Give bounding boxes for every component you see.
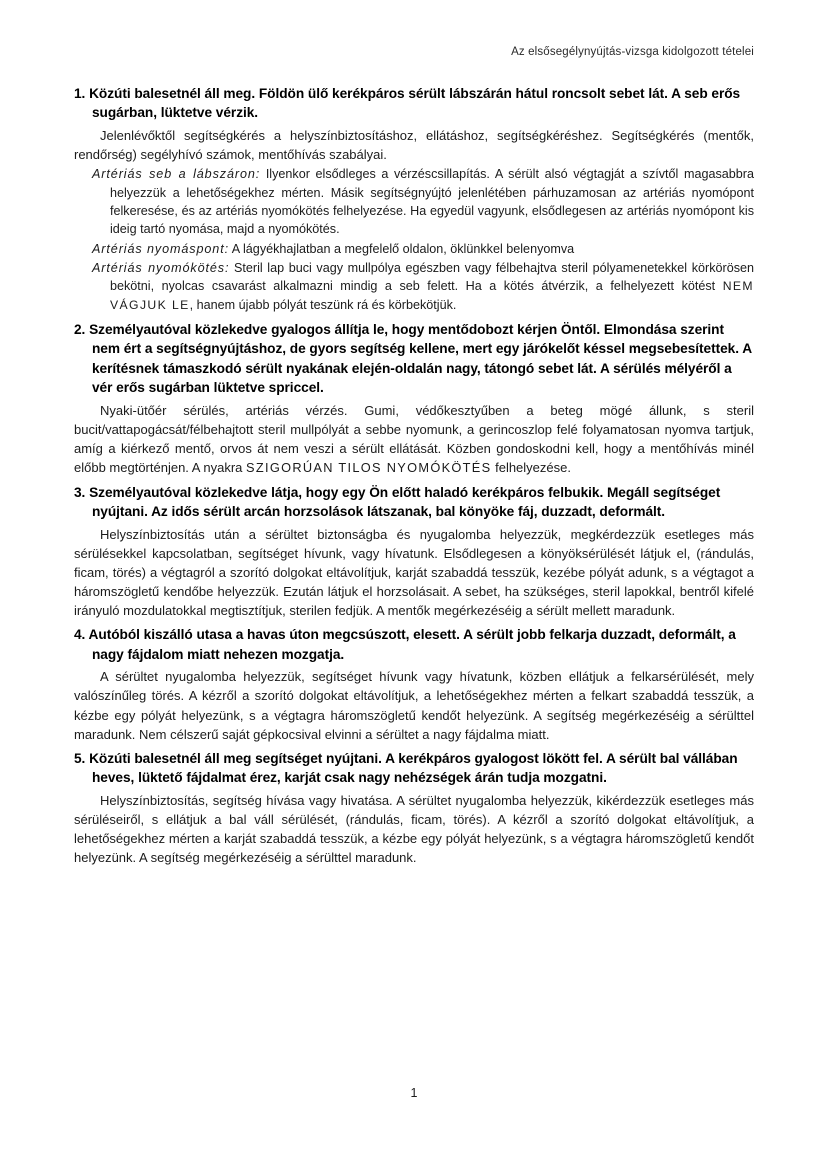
exam-item-4 — [74, 625, 754, 743]
exam-item-3 — [74, 483, 754, 620]
item-1-sub-3 — [74, 259, 754, 315]
emphasis-szigoruan-tilos-nyomokotes: SZIGORÚAN TILOS NYOMÓKÖTÉS — [246, 460, 492, 476]
page-header: Az elsősegélynyújtás-vizsga kidolgozott tételei — [511, 46, 754, 58]
emphasis-nem-vagjuk-le: NEM VÁGJUK LE — [110, 279, 754, 313]
item-1-title: 1. Közúti balesetnél áll meg. Földön ülő kerékpáros sérült lábszárán hátul roncsolt sebet lát. A seb erős sugárban, lüktetve vérzik. — [74, 86, 741, 121]
item-1-paragraph: Jelenlévőktől segítségkérés a helyszínbiztosításhoz, ellátáshoz, segítségkéréshez. Segítségkérés (mentők, rendőrség) segélyhívó számok, mentőhívás szabályai. — [74, 127, 754, 163]
term-label-arterias-nyomaspont: Artériás nyomáspont: — [92, 241, 229, 256]
item-2-paragraph-text: Nyaki-ütőér sérülés, artériás vérzés. Gumi, védőkesztyűben a beteg mögé állunk, s steril bucit/vattapogácsát/félbehajtott steril mullpólyát a sebbe nyomunk, a gerincoszlop felé folyamatosan nyomva tartjuk, amíg a kiérkező mentő, orvos át nem veszi a sérült ellátását. Közben gondoskodni kell, hogy a mentőhívás minél előbb megtörténjen. A nyakra — [74, 402, 754, 476]
document-body — [74, 84, 754, 869]
exam-item-2 — [74, 320, 754, 478]
item-3-paragraph: Helyszínbiztosítás után a sérültet biztonságba és nyugalomba helyezzük, megkérdezzük esetleges más sérülésekkel kapcsolatban, segítséget hívunk, vagy hívatunk. Elsődlegesen a könyöksérülését látjuk el, (rándulás, ficam, törés) a végtagról a szorító dolgokat eltávolítjuk, karját szabaddá tesszük, kezébe pólyát adunk, s a végtagot a háromszögletű kendőbe helyezzük. Ezután látjuk el horzsolásait. A sebet, ha szükséges, steril lapokkal, bentről kifelé irányuló mozdulatokkal megtisztítjuk, sterilen fedjük. A mentők megérkezéséig a sérült mellett maradunk. — [74, 526, 754, 619]
item-5-paragraph: Helyszínbiztosítás, segítség hívása vagy hivatása. A sérültet nyugalomba helyezzük, kikérdezzük esetleges más sérüléseiről, s ellátjuk a bal váll sérülését, (rándulás, ficam, törés). A kézről a szorító dolgokat eltávolítjuk, a lehetőségekhez mérten a karját szabaddá tesszük, a kézbe egy pólyát helyezünk, s a végtagra háromszögletű kendőt helyezünk. A segítség megérkezéséig a sérülttel maradunk. — [74, 792, 754, 865]
page-number: 1 — [410, 1086, 418, 1100]
term-text-arterias-seb: Ilyenkor elsődleges a vérzéscsillapítás. A sérült alsó végtagját a szívtől magasabbra helyezzük a lehetőségekhez mérten. Másik segítségnyújtó jelenlétében párhuzamosan az artériás nyomópont felkeresése, és az artériás nyomókötés felhelyezése. Ha egyedül vagyunk, elsődlegesen az artériás nyomópont kis ideig tartó nyomása, majd a nyomókötés. — [110, 167, 754, 237]
item-2-paragraph-text-after: felhelyezése. — [491, 460, 571, 476]
item-1-sub-1 — [74, 165, 754, 239]
term-text-arterias-nyomokotes: Steril lap buci vagy mullpólya egészben vagy félbehajtva steril pólyamenetekkel körkörösen bekötni, nyolcas csavarást alkalmazni mindig a seb felett. Ha a kötés átvérzik, a felhelyezett kötést — [110, 261, 755, 294]
item-2-title: 2. Személyautóval közlekedve gyalogos állítja le, hogy mentődobozt kérjen Öntől. Elmondása szerint nem ért a segítségnyújtáshoz, de gyors segítség kellene, mert egy járókelőt késsel megsebesítettek. A kerítésnek támaszkodó sérült nyakának elején-oldalán nagy, tátongó sebet lát. A sérülés mélyéről a vér erős sugárban lüktetve spriccel. — [74, 322, 752, 396]
item-4-paragraph: A sérültet nyugalomba helyezzük, segítséget hívunk vagy hívatunk, közben ellátjuk a felkarsérülését, mely valószínűleg törés. A kézről a szorító dolgokat eltávolítjuk, a lehetőségekhez mérten a felkart szabaddá tesszük, a kézbe egy pólyát helyezünk, s a végtagra háromszögletű kendőt helyezünk. A segítség megérkezéséig a sérülttel maradunk. Nem célszerű saját gépkocsival elvinni a sérültet a nagy fájdalma miatt. — [74, 669, 754, 742]
item-2-paragraph — [74, 401, 754, 478]
exam-item-1 — [74, 84, 754, 315]
item-5-title: 5. Közúti balesetnél áll meg segítséget nyújtani. A kerékpáros gyalogost lökött fel. A sérült bal vállában heves, lüktető fájdalmat érez, karját csak nagy nehézségek árán tudja mozgatni. — [74, 750, 738, 786]
item-1-sub-2 — [74, 240, 754, 258]
exam-item-5 — [74, 749, 754, 867]
term-text-arterias-nyomaspont: A lágyékhajlatban a megfelelő oldalon, öklünkkel belenyomva — [229, 241, 575, 256]
term-text-arterias-nyomokotes-after: , hanem újabb pólyát teszünk rá és körbekötjük. — [189, 298, 457, 313]
item-4-title: 4. Autóból kiszálló utasa a havas úton megcsúszott, elesett. A sérült jobb felkarja duzzadt, deformált, a nagy fájdalom miatt nehezen mozgatja. — [74, 627, 736, 662]
item-3-title: 3. Személyautóval közlekedve látja, hogy egy Ön előtt haladó kerékpáros felbukik. Megáll segítséget nyújtani. Az idős sérült arcán horzsolások látszanak, bal könyöke fáj, duzzadt, deformált. — [74, 484, 721, 520]
term-label-arterias-nyomokotes: Artériás nyomókötés: — [92, 261, 230, 275]
term-label-arterias-seb: Artériás seb a lábszáron: — [92, 167, 261, 182]
